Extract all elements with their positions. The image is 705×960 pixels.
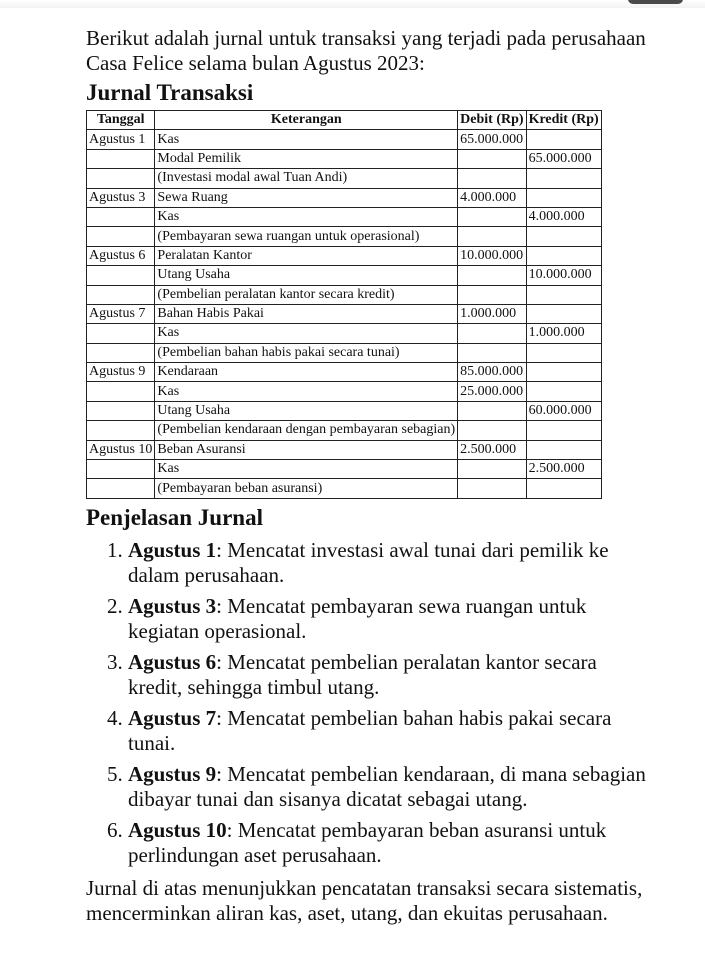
table-row [87,343,602,362]
cell-keterangan: Peralatan Kantor [155,246,458,265]
cell-tanggal [87,343,155,362]
cell-debit [458,227,526,246]
cell-keterangan: Sewa Ruang [155,188,458,207]
cell-kredit [526,479,601,498]
cell-kredit: 65.000.000 [526,149,601,168]
document-body [86,26,646,926]
cell-kredit [526,343,601,362]
cell-tanggal [87,421,155,440]
cell-keterangan: Kas [155,324,458,343]
cell-keterangan: (Investasi modal awal Tuan Andi) [155,169,458,188]
cell-debit [458,266,526,285]
journal-title: Jurnal Transaksi [86,80,254,105]
cell-keterangan: Kas [155,460,458,479]
cell-kredit [526,227,601,246]
intro-paragraph: Berikut adalah jurnal untuk transaksi yang terjadi pada perusahaan Casa Felice selama bulan Agustus 2023: [86,26,646,75]
cell-kredit [526,304,601,323]
cell-debit: 2.500.000 [458,440,526,459]
table-row [87,169,602,188]
cell-tanggal [87,324,155,343]
cell-tanggal [87,266,155,285]
cell-tanggal: Agustus 1 [87,130,155,149]
explanation-item [128,706,646,756]
cell-tanggal: Agustus 7 [87,304,155,323]
table-row [87,324,602,343]
cell-tanggal: Agustus 3 [87,188,155,207]
cell-kredit [526,246,601,265]
table-row [87,130,602,149]
table-row [87,460,602,479]
cell-kredit [526,285,601,304]
cell-keterangan: Utang Usaha [155,401,458,420]
explanation-date: Agustus 7 [128,705,217,730]
explanation-date: Agustus 3 [128,593,217,618]
cell-keterangan: (Pembelian peralatan kantor secara kredit) [155,285,458,304]
table-row [87,207,602,226]
cell-debit [458,421,526,440]
cell-debit: 1.000.000 [458,304,526,323]
table-row [87,421,602,440]
cell-debit: 85.000.000 [458,363,526,382]
explanation-date: Agustus 6 [128,649,217,674]
cell-debit: 25.000.000 [458,382,526,401]
table-row [87,266,602,285]
explanation-date: Agustus 1 [128,537,217,562]
cell-tanggal [87,149,155,168]
cell-tanggal [87,285,155,304]
explanation-text: : Mencatat pembayaran sewa ruangan untuk kegiatan operasional. [128,593,587,643]
cell-debit [458,343,526,362]
explanation-item [128,594,646,644]
cell-debit: 65.000.000 [458,130,526,149]
cell-tanggal [87,401,155,420]
cell-kredit: 1.000.000 [526,324,601,343]
explanation-date: Agustus 9 [128,761,217,786]
cell-kredit [526,363,601,382]
cell-debit [458,207,526,226]
cell-tanggal [87,207,155,226]
table-row [87,149,602,168]
table-row [87,401,602,420]
table-row [87,382,602,401]
cell-debit: 4.000.000 [458,188,526,207]
cell-keterangan: Modal Pemilik [155,149,458,168]
table-header-row [87,111,602,130]
cell-tanggal: Agustus 9 [87,363,155,382]
cell-debit [458,479,526,498]
cell-debit: 10.000.000 [458,246,526,265]
header-keterangan: Keterangan [155,111,458,130]
cell-keterangan: (Pembayaran sewa ruangan untuk operasional) [155,227,458,246]
header-kredit: Kredit (Rp) [526,111,601,130]
cell-tanggal [87,382,155,401]
explanation-title: Penjelasan Jurnal [86,504,263,530]
cell-tanggal [87,227,155,246]
cell-keterangan: (Pembelian bahan habis pakai secara tunai) [155,343,458,362]
cell-kredit [526,130,601,149]
explanation-date: Agustus 10 [128,817,227,842]
top-edge-bar [0,0,705,8]
cell-tanggal [87,460,155,479]
explanation-list [86,538,646,868]
cell-debit [458,460,526,479]
explanation-item [128,538,646,588]
cell-tanggal: Agustus 6 [87,246,155,265]
explanation-text: : Mencatat pembelian bahan habis pakai secara tunai. [128,705,612,755]
cell-kredit: 60.000.000 [526,401,601,420]
cell-kredit [526,169,601,188]
cell-kredit: 4.000.000 [526,207,601,226]
cell-keterangan: Kas [155,130,458,149]
closing-paragraph: Jurnal di atas menunjukkan pencatatan transaksi secara sistematis, mencerminkan aliran kas, aset, utang, dan ekuitas perusahaan. [86,875,643,925]
journal-table [86,110,602,499]
explanation-text: : Mencatat investasi awal tunai dari pemilik ke dalam perusahaan. [128,537,609,587]
journal-table-body [87,130,602,498]
cell-keterangan: Beban Asuransi [155,440,458,459]
explanation-text: : Mencatat pembelian peralatan kantor secara kredit, sehingga timbul utang. [128,649,597,699]
cell-keterangan: Kendaraan [155,363,458,382]
cell-keterangan: (Pembayaran beban asuransi) [155,479,458,498]
table-row [87,440,602,459]
cell-tanggal [87,479,155,498]
cell-kredit [526,382,601,401]
cell-debit [458,169,526,188]
header-debit: Debit (Rp) [458,111,526,130]
cell-kredit [526,188,601,207]
table-row [87,363,602,382]
table-row [87,246,602,265]
header-tanggal: Tanggal [87,111,155,130]
explanation-item [128,650,646,700]
table-row [87,227,602,246]
cell-kredit [526,440,601,459]
table-row [87,188,602,207]
cell-debit [458,401,526,420]
cell-debit [458,149,526,168]
explanation-item [128,818,646,868]
cell-keterangan: Kas [155,207,458,226]
cell-kredit: 2.500.000 [526,460,601,479]
cell-keterangan: Utang Usaha [155,266,458,285]
explanation-text: : Mencatat pembelian kendaraan, di mana sebagian dibayar tunai dan sisanya dicatat sebagai utang. [128,761,646,811]
cell-debit [458,324,526,343]
cell-keterangan: Kas [155,382,458,401]
explanation-item [128,762,646,812]
table-row [87,285,602,304]
cell-debit [458,285,526,304]
explanation-text: : Mencatat pembayaran beban asuransi untuk perlindungan aset perusahaan. [128,817,607,867]
cell-keterangan: Bahan Habis Pakai [155,304,458,323]
table-row [87,479,602,498]
cell-keterangan: (Pembelian kendaraan dengan pembayaran sebagian) [155,421,458,440]
scroll-indicator [628,0,683,4]
cell-tanggal: Agustus 10 [87,440,155,459]
cell-kredit: 10.000.000 [526,266,601,285]
table-row [87,304,602,323]
cell-kredit [526,421,601,440]
cell-tanggal [87,169,155,188]
